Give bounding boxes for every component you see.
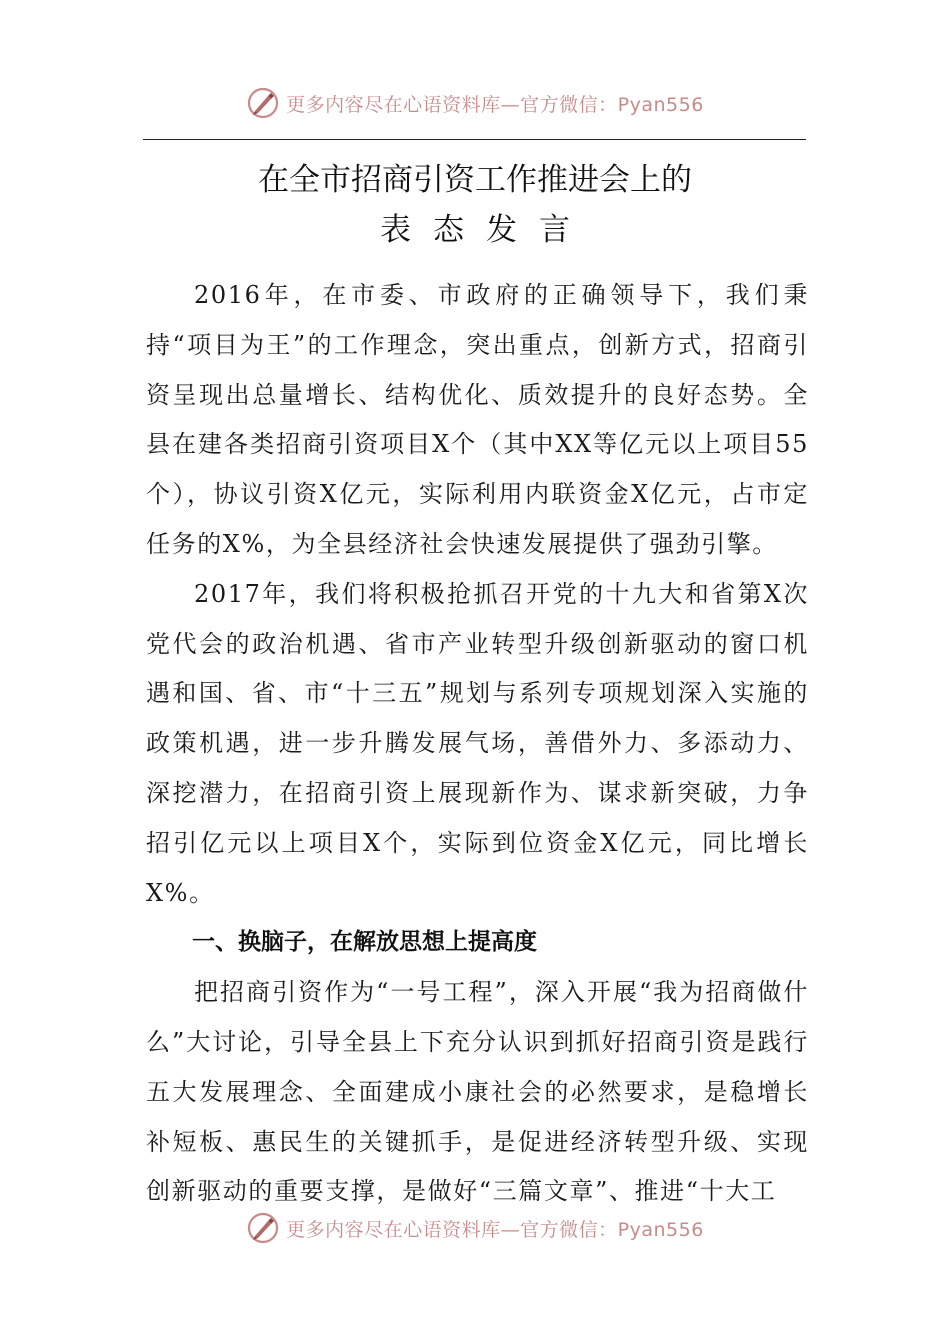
header-watermark — [0, 83, 950, 123]
paragraph: 2017年，我们将积极抢抓召开党的十九大和省第X次党代会的政治机遇、省市产业转型升级创新驱动的窗口机遇和国、省、市“十三五”规划与系列专项规划深入实施的政策机遇，进一步升腾发展气场，善借外力、多添动力、深挖潜力，在招商引资上展现新作为、谋求新突破，力争招引亿元以上项目X个，实际到位资金X亿元，同比增长X%。 — [146, 579, 809, 907]
paragraph: 2016年，在市委、市政府的正确领导下，我们秉持“项目为王”的工作理念，突出重点，创新方式，招商引资呈现出总量增长、结构优化、质效提升的良好态势。全县在建各类招商引资项目X个（其中XX等亿元以上项目55个），协议引资X亿元，实际利用内联资金X亿元，占市定任务的X%，为全县经济社会快速发展提供了强劲引擎。 — [146, 281, 809, 558]
pen-logo-icon — [246, 86, 280, 120]
document-title: 在全市招商引资工作推进会上的 — [258, 162, 692, 198]
header-divider — [143, 139, 806, 140]
section-heading: 一、换脑子，在解放思想上提高度 — [192, 929, 537, 956]
pen-logo-icon — [246, 1211, 280, 1245]
paragraph: 把招商引资作为“一号工程”，深入开展“我为招商做什么”大讨论，引导全县上下充分认识到抓好招商引资是践行五大发展理念、全面建成小康社会的必然要求，是稳增长补短板、惠民生的关键抓手，是促进经济转型升级、实现创新驱动的重要支撑，是做好“三篇文章”、推进“十大工 — [146, 978, 809, 1206]
footer-watermark — [0, 1208, 950, 1248]
document-body — [146, 271, 809, 1217]
document-subtitle: 表态发言 — [380, 212, 592, 248]
watermark-text: 更多内容尽在心语资料库—官方微信：Pyan556 — [286, 1218, 704, 1241]
watermark-text: 更多内容尽在心语资料库—官方微信：Pyan556 — [286, 93, 704, 116]
